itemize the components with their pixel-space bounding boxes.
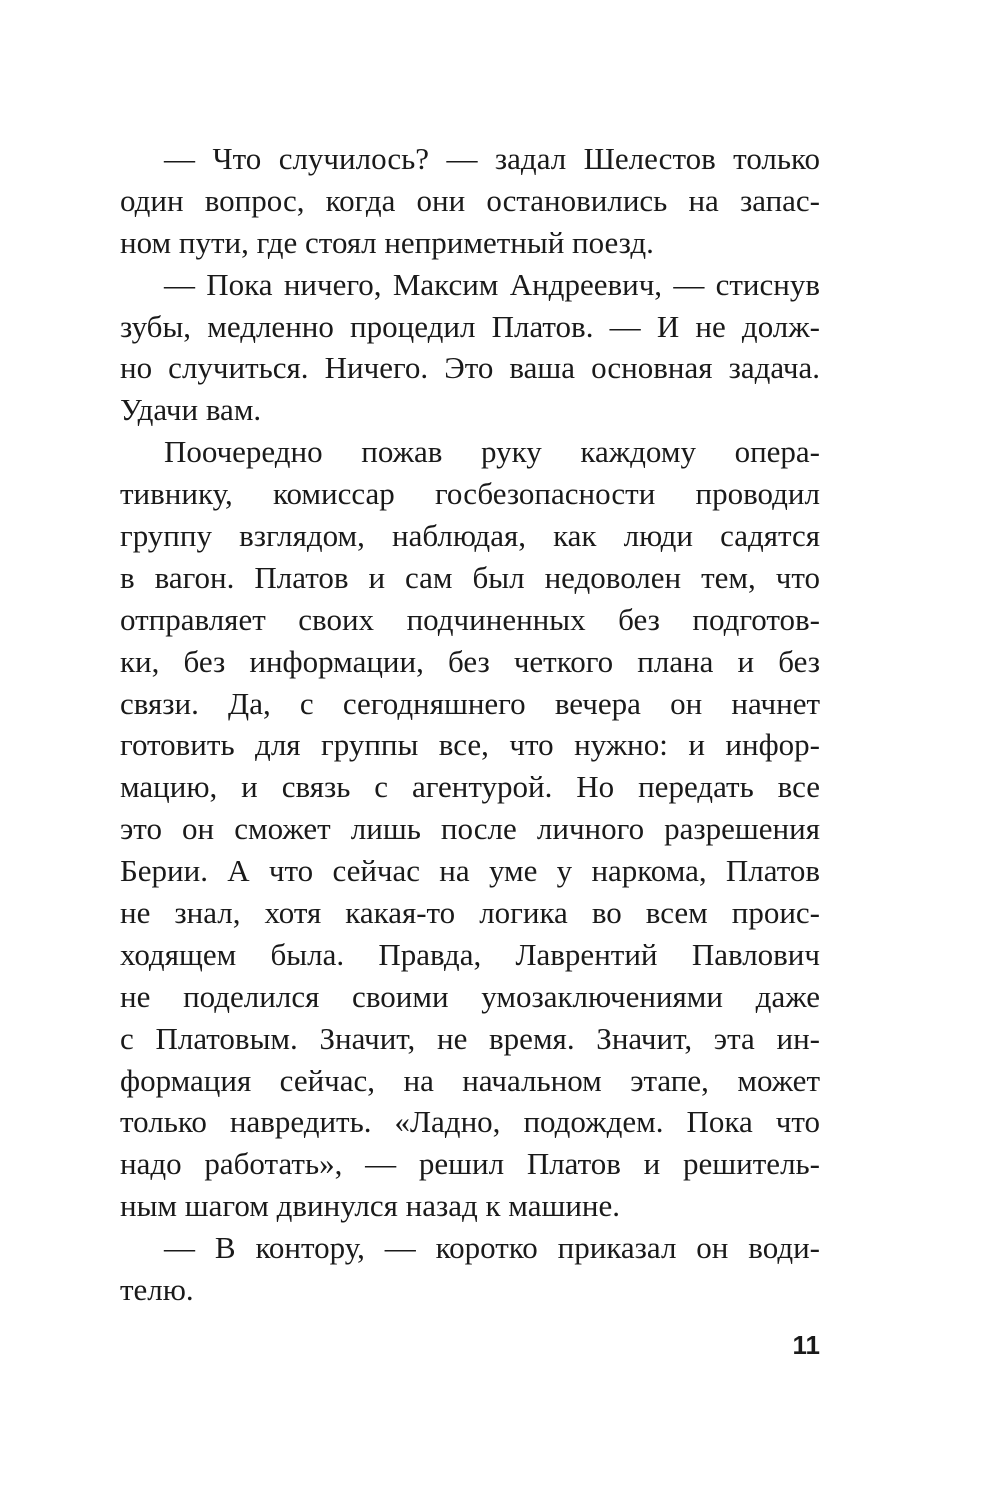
text-line: в вагон. Платов и сам был недоволен тем, что <box>120 559 820 595</box>
text-line: надо работать», — решил Платов и решитель- <box>120 1146 820 1182</box>
text-line: не знал, хотя какая-то логика во всем проис- <box>120 895 820 931</box>
text-line: Поочередно пожав руку каждому опера- <box>164 434 820 470</box>
page-number: 11 <box>792 1330 820 1360</box>
text-line: с Платовым. Значит, не время. Значит, эта ин- <box>120 1020 820 1056</box>
text-line: ки, без информации, без четкого плана и без <box>120 643 820 679</box>
body-text <box>120 138 820 1311</box>
text-line: группу взглядом, наблюдая, как люди садятся <box>120 518 820 554</box>
text-line: готовить для группы все, что нужно: и инфор- <box>120 727 820 763</box>
text-line: — Что случилось? — задал Шелестов только <box>164 141 820 176</box>
text-line: связи. Да, с сегодняшнего вечера он начнет <box>120 685 820 721</box>
text-line: Берии. А что сейчас на уме у наркома, Платов <box>120 853 820 889</box>
text-line: — Пока ничего, Максим Андреевич, — стиснув <box>164 266 820 302</box>
text-line: только навредить. «Ладно, подождем. Пока что <box>120 1104 820 1140</box>
text-line: — В контору, — коротко приказал он води- <box>164 1230 820 1266</box>
text-line: не поделился своими умозаключениями даже <box>120 978 820 1014</box>
text-line: но случиться. Ничего. Это ваша основная задача. <box>120 350 820 386</box>
text-line: ном пути, где стоял неприметный поезд. <box>120 224 654 260</box>
text-line: тивнику, комиссар госбезопасности проводил <box>120 476 820 512</box>
text-line: это он сможет лишь после личного разрешения <box>120 811 820 847</box>
text-line: Удачи вам. <box>120 392 262 428</box>
text-line: ходящем была. Правда, Лаврентий Павлович <box>120 936 820 972</box>
text-line: телю. <box>120 1272 194 1308</box>
text-line: мацию, и связь с агентурой. Но передать все <box>120 769 820 805</box>
text-line: зубы, медленно процедил Платов. — И не долж- <box>120 308 820 344</box>
text-line: отправляет своих подчиненных без подготов- <box>120 601 820 637</box>
text-line: ным шагом двинулся назад к машине. <box>120 1188 621 1224</box>
text-line: формация сейчас, на начальном этапе, может <box>120 1062 820 1098</box>
text-line: один вопрос, когда они остановились на запас- <box>120 182 820 218</box>
